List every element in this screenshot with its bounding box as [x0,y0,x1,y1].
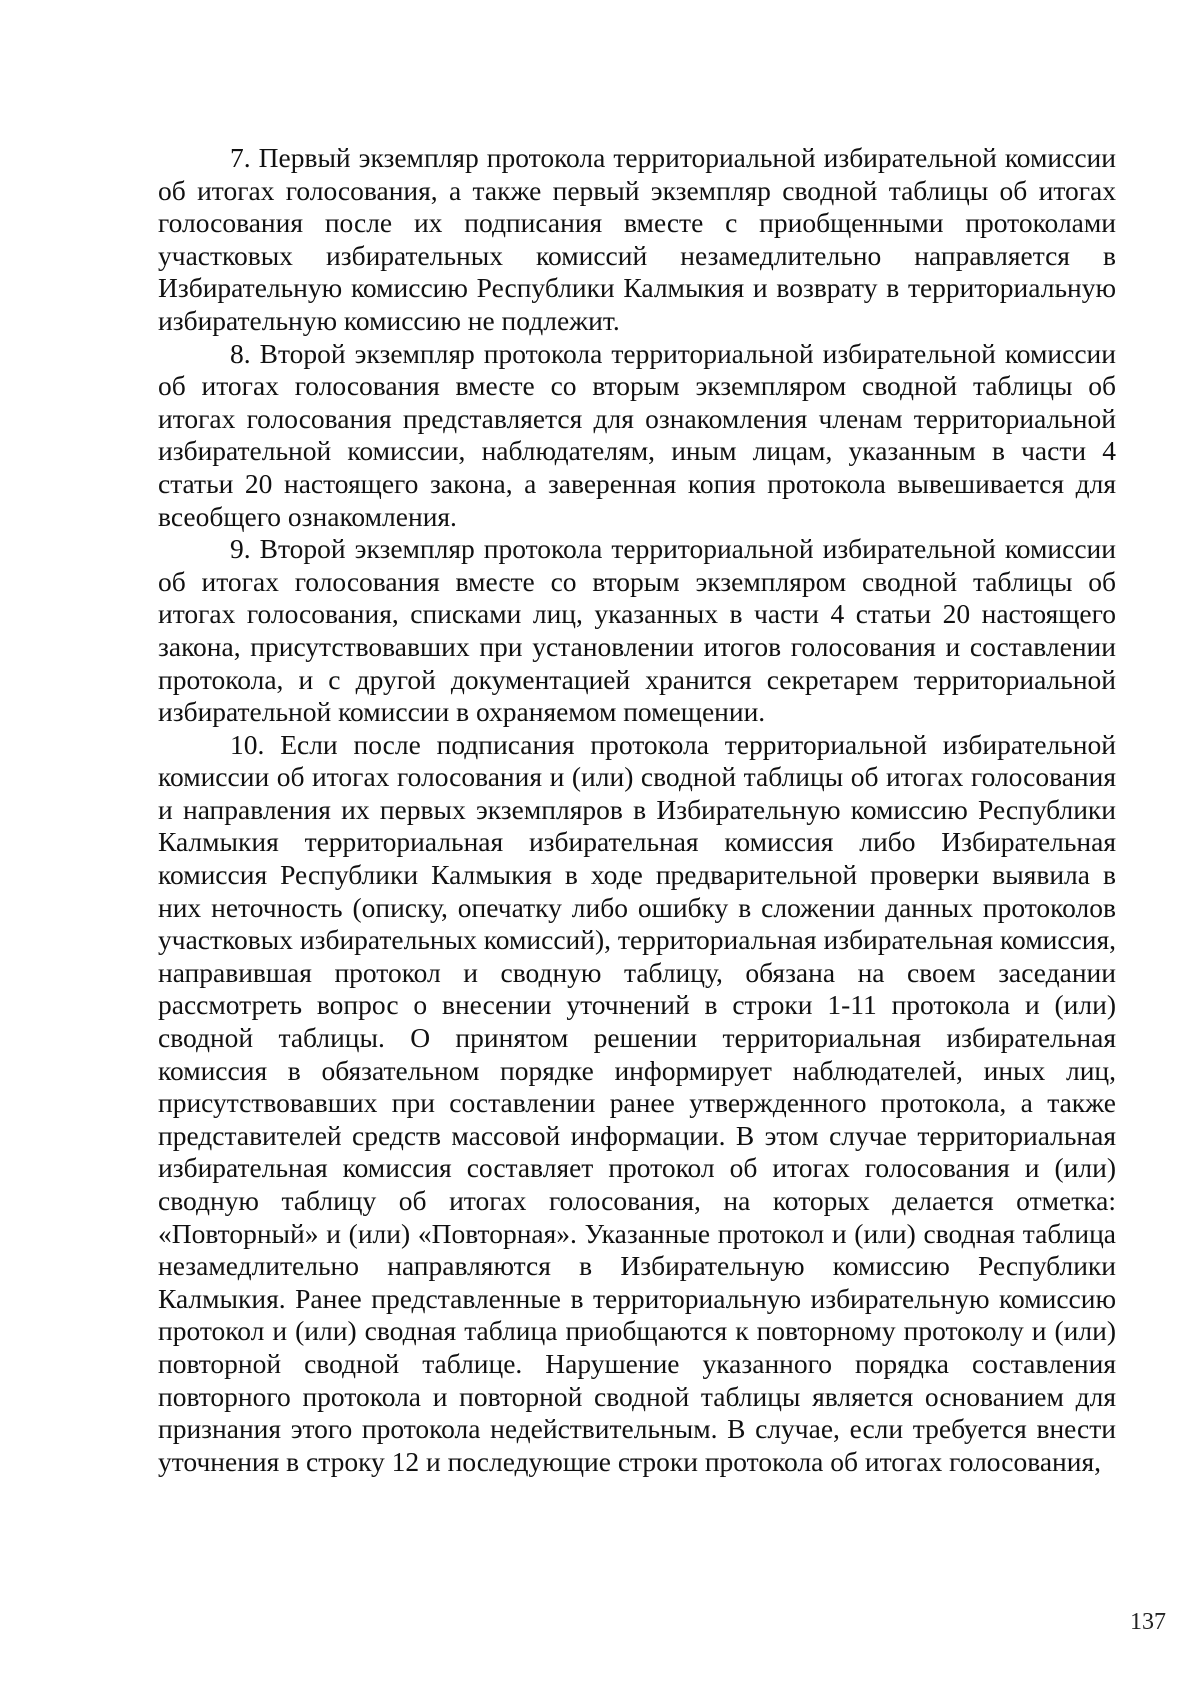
page-number: 137 [1130,1609,1166,1635]
paragraph-7: 7. Первый экземпляр протокола территориальной избирательной комиссии об итогах голосования, а также первый экземпляр сводной таблицы об итогах голосования после их подписания вместе с приобщенными протоколами участковых избирательных комиссий незамедлительно направляется в Избирательную комиссию Республики Калмыкия и возврату в территориальную избирательную комиссию не подлежит. [158,142,1116,336]
paragraph-10: 10. Если после подписания протокола территориальной избирательной комиссии об итогах голосования и (или) сводной таблицы об итогах голосования и направления их первых экземпляров в Избирательную комиссию Республики Калмыкия территориальная избирательная комиссия либо Избирательная комиссия Республики Калмыкия в ходе предварительной проверки выявила в них неточность (описку, опечатку либо ошибку в сложении данных протоколов участковых избирательных комиссий), территориальная избирательная комиссия, направившая протокол и сводную таблицу, обязана на своем заседании рассмотреть вопрос о внесении уточнений в строки 1-11 протокола и (или) сводной таблицы. О принятом решении территориальная избирательная комиссия в обязательном порядке информирует наблюдателей, иных лиц, присутствовавших при составлении ранее утвержденного протокола, а также представителей средств массовой информации. В этом случае территориальная избирательная комиссия составляет протокол об итогах голосования и (или) сводную таблицу об итогах голосования, на которых делается отметка: «Повторный» и (или) «Повторная». Указанные протокол и (или) сводная таблица незамедлительно направляются в Избирательную комиссию Республики Калмыкия. Ранее представленные в территориальную избирательную комиссию протокол и (или) сводная таблица приобщаются к повторному протоколу и (или) повторной сводной таблице. Нарушение указанного порядка составления повторного протокола и повторной сводной таблицы является основанием для признания этого протокола недействительным. В случае, если требуется внести уточнения в строку 12 и последующие строки протокола об итогах голосования, [158,728,1116,1477]
paragraph-9: 9. Второй экземпляр протокола территориальной избирательной комиссии об итогах голосования вместе со вторым экземпляром сводной таблицы об итогах голосования, списками лиц, указанных в части 4 статьи 20 настоящего закона, присутствовавших при установлении итогов голосования и составлении протокола, и с другой документацией хранится секретарем территориальной избирательной комиссии в охраняемом помещении. [158,533,1116,728]
paragraph-8: 8. Второй экземпляр протокола территориальной избирательной комиссии об итогах голосования вместе со вторым экземпляром сводной таблицы об итогах голосования представляется для ознакомления членам территориальной избирательной комиссии, наблюдателям, иным лицам, указанным в части 4 статьи 20 настоящего закона, а заверенная копия протокола вывешивается для всеобщего ознакомления. [158,337,1116,532]
document-body [158,142,1116,1478]
